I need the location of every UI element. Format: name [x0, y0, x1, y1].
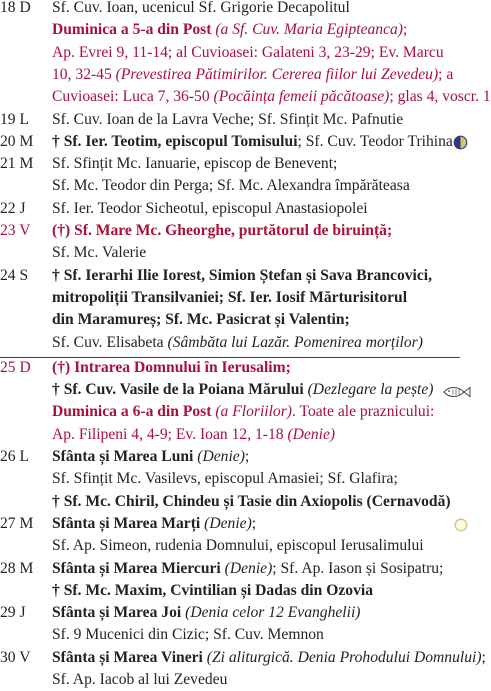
text-run: Sfânta și Marea Vineri [52, 648, 207, 666]
entry-line [0, 580, 474, 602]
entry-text [52, 580, 373, 602]
text-run: † Sf. Cuv. Vasile de la Poiana Mărului [52, 381, 308, 399]
entry-text [52, 64, 453, 86]
text-run: (a Floriilor) [215, 403, 292, 421]
entry-text [52, 198, 368, 220]
text-run: (Denie) [287, 425, 336, 443]
text-run: Sf. Mc. Valerie [52, 244, 147, 262]
entry-text [52, 669, 227, 691]
entry-line [0, 446, 474, 468]
entry-line [0, 647, 486, 669]
entry-date: 18 D [0, 0, 31, 16]
entry-text [52, 0, 350, 19]
text-run: . Toate ale praznicului: [292, 403, 435, 421]
entry-line [0, 265, 474, 287]
text-run: Ap. Filipeni 4, 4-9; Ev. Ioan 12, 1-18 [52, 425, 288, 443]
text-run: (Zi aliturgică. Denia Prohodului Domnului) [206, 648, 482, 666]
entry-text [52, 265, 432, 287]
entry-date: 24 S [0, 266, 29, 284]
entry-line [0, 175, 474, 197]
entry-line [0, 153, 474, 175]
text-run: Duminica a 6-a din Post [52, 403, 216, 421]
text-run: Sf. Ap. Simeon, rudenia Domnului, episcopul Ierusalimului [52, 537, 424, 555]
text-run: Sf. Cuv. Ioan, ucenicul Sf. Grigorie Decapolitul [52, 0, 350, 16]
text-run: (Denie) [224, 559, 273, 577]
text-run: Sf. 9 Mucenici din Cizic; Sf. Cuv. Memnon [52, 626, 324, 644]
entry-line [0, 602, 474, 624]
entry-text [52, 42, 444, 64]
entry-text [52, 220, 392, 242]
entry-text [52, 175, 410, 197]
entry-date: 20 M [0, 132, 34, 150]
entry-text [52, 602, 361, 624]
text-run: (†) Sf. Mare Mc. Gheorghe, purtătorul de biruință; [52, 222, 393, 239]
entry-text [52, 424, 335, 446]
text-run: Sf. Mc. Teodor din Perga; Sf. Mc. Alexandra împărăteasa [52, 177, 410, 195]
text-run: (Pocăința femeii păcătoase) [213, 88, 390, 106]
entry-date: 30 V [0, 648, 31, 666]
entry-text [52, 446, 249, 468]
entry-text [52, 86, 491, 108]
text-run: Ap. Evrei 9, 11-14; al Cuvioasei: Galateni 3, 23-29; Ev. Marcu [52, 43, 444, 61]
text-run: ; [251, 514, 257, 532]
text-run: Sf. Sfințit Mc. Vasilevs, episcopul Amasiei; Sf. Glafira; [52, 470, 398, 488]
entry-line [0, 624, 474, 646]
text-run: Sfânta și Marea Joi [52, 604, 186, 622]
entry-line [0, 424, 474, 446]
entry-line [0, 131, 474, 153]
text-run: ; Sf. Ap. Iason și Sosipatru; [272, 559, 444, 577]
text-run: (Prevestirea Pătimirilor. Cererea fiilor lui Zevedeu) [115, 65, 439, 83]
text-run: ; a [438, 65, 454, 83]
text-run: † Sf. Ier. Teotim, episcopul Tomisului [52, 132, 298, 150]
text-run: Sf. Cuv. Ioan de la Lavra Veche; Sf. Sfințit Mc. Pafnutie [52, 110, 404, 128]
text-run: (Denie) [197, 448, 245, 465]
entry-text [52, 491, 451, 513]
entry-text [52, 379, 433, 401]
entry-text [52, 131, 453, 153]
entry-line [0, 42, 474, 64]
entry-line [0, 401, 474, 423]
entry-date: 25 D [0, 358, 31, 376]
entry-text [52, 401, 434, 423]
text-run: (Sâmbăta lui Lazăr. Pomenirea morților) [167, 333, 423, 351]
text-run: Sf. Ier. Teodor Sicheotul, episcopul Anastasiopolei [52, 199, 368, 217]
entry-line [0, 64, 474, 86]
text-run: din Maramureș; Sf. Mc. Pasicrat și Valentin; [52, 311, 350, 329]
entry-text [52, 535, 424, 557]
text-run: Sf. Sfințit Mc. Ianuarie, episcop de Benevent; [52, 155, 338, 173]
entry-text [52, 19, 407, 41]
entry-date: 26 L [0, 448, 30, 465]
entry-line [0, 332, 474, 354]
text-run: (Denie) [204, 514, 252, 532]
text-run: † Sf. Mc. Maxim, Cvintilian și Dadas din Ozovia [52, 581, 373, 599]
entry-line [0, 379, 474, 401]
entry-text [52, 468, 398, 490]
entry-line [0, 198, 474, 220]
text-run: Cuvioasei: Luca 7, 36-50 [52, 88, 214, 106]
entry-text [52, 109, 403, 131]
entry-text [52, 647, 486, 669]
entry-line [0, 309, 474, 331]
entry-text [52, 332, 423, 354]
half-moon-icon [453, 135, 468, 155]
entry-date: 28 M [0, 559, 34, 577]
entry-line [0, 558, 474, 580]
entry-text [52, 287, 407, 309]
text-run: (a Sf. Cuv. Maria Egipteanca) [215, 21, 403, 39]
text-run: † Sf. Ierarhi Ilie Iorest, Simion Ștefan și Sava Brancovici, [52, 266, 433, 284]
text-run: ; glas 4, voscr. 1 [389, 88, 491, 106]
entry-line [0, 491, 474, 513]
text-run: 10, 32-45 [52, 65, 116, 83]
entry-date: 23 V [0, 222, 31, 239]
text-run: Sf. Cuv. Elisabeta [52, 333, 168, 351]
entry-text [52, 309, 350, 331]
entry-line [0, 535, 474, 557]
text-run: ; Sf. Cuv. Teodor Trihina [297, 132, 453, 150]
entry-line [0, 109, 474, 131]
entry-line [0, 220, 474, 242]
text-run: (†) Intrarea Domnului în Ierusalim; [52, 358, 291, 376]
text-run: Sfânta și Marea Marți [52, 514, 205, 532]
text-run: (Dezlegare la pește) [307, 381, 434, 399]
entry-line [0, 468, 474, 490]
text-run: Duminica a 5-a din Post [52, 21, 216, 39]
entry-text [52, 357, 291, 379]
text-run: Sf. Ap. Iacob al lui Zevedeu [52, 671, 228, 688]
entry-text [52, 624, 324, 646]
entry-line [0, 669, 474, 691]
entry-date: 22 J [0, 199, 26, 217]
entry-date: 21 M [0, 155, 34, 173]
full-moon-icon [454, 518, 468, 537]
entry-text [52, 558, 443, 580]
entry-line [0, 287, 474, 309]
entry-date: 29 J [0, 604, 26, 622]
text-run: ; [244, 448, 250, 465]
text-run: mitropoliții Transilvaniei; Sf. Ier. Iosif Mărturisitorul [52, 288, 408, 306]
entry-line [0, 242, 474, 264]
entry-line [0, 19, 474, 41]
entry-line [0, 0, 474, 19]
text-run: Sfânta și Marea Miercuri [52, 559, 225, 577]
entry-text [52, 513, 256, 535]
entry-line [0, 513, 474, 535]
entry-date: 27 M [0, 514, 34, 532]
text-run: ; [481, 648, 486, 666]
text-run: (Denia celor 12 Evanghelii) [185, 604, 361, 622]
text-run: Sfânta și Marea Luni [52, 448, 198, 465]
text-run: † Sf. Mc. Chiril, Chindeu și Tasie din Axiopolis (Cernavodă) [52, 492, 451, 510]
entry-line [0, 357, 474, 379]
entry-text [52, 153, 337, 175]
entry-line [0, 86, 491, 108]
text-run: ; [403, 21, 408, 39]
entry-date: 19 L [0, 110, 30, 128]
entry-text [52, 242, 146, 264]
